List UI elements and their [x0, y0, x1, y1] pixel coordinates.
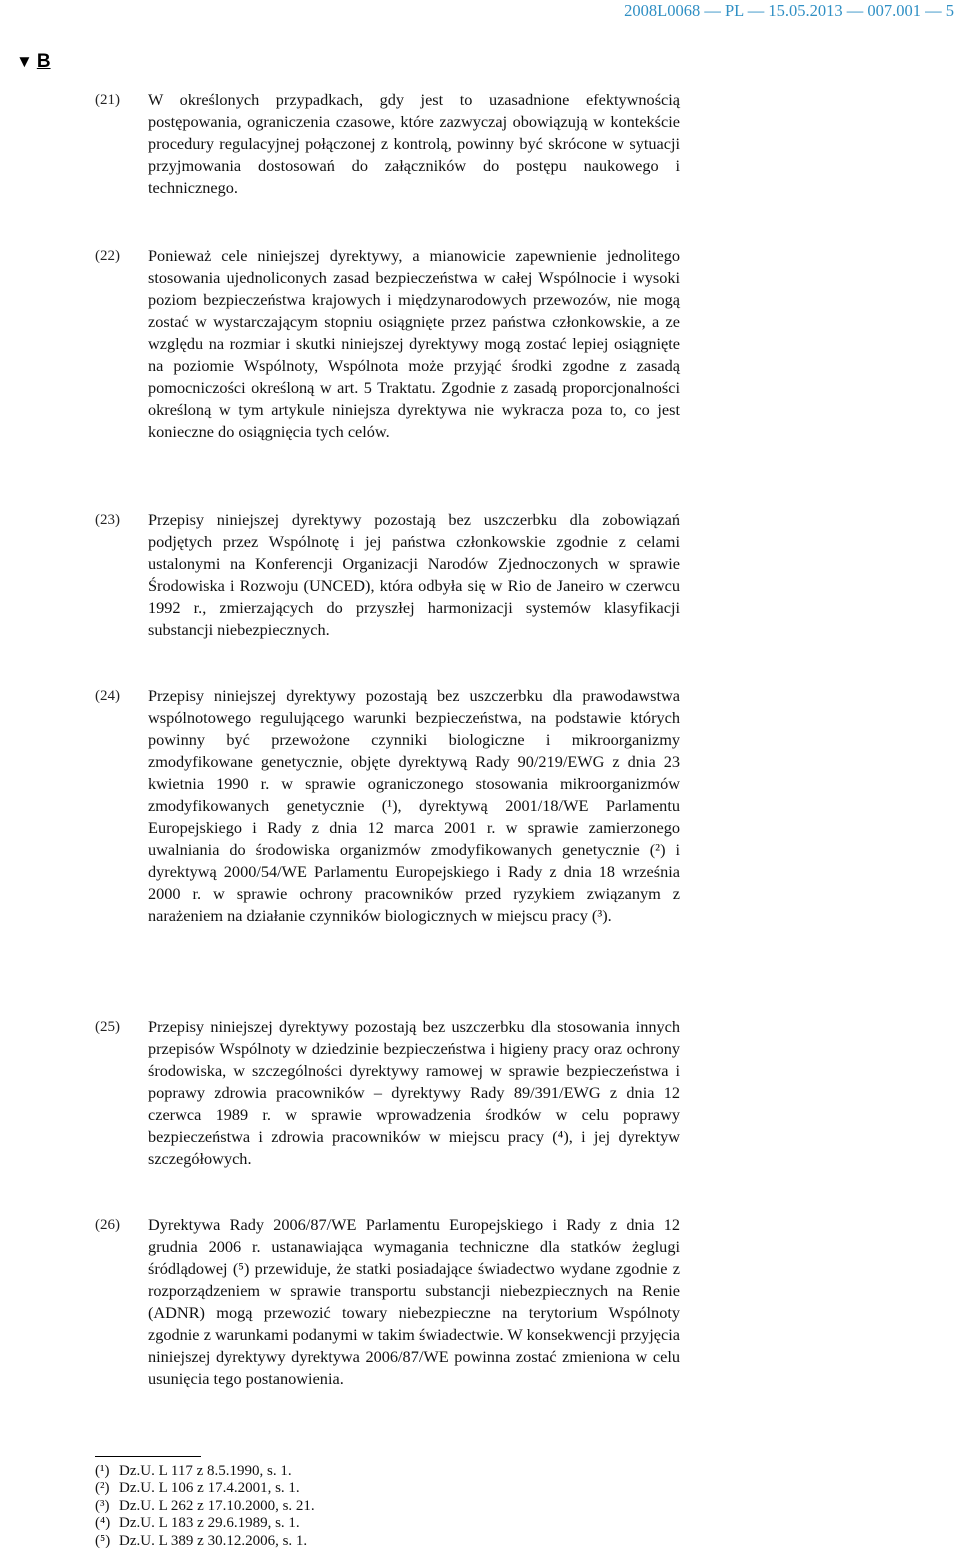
- recital-number: (24): [95, 688, 120, 704]
- recital-26: [95, 1214, 680, 1390]
- recital-23: [95, 509, 680, 641]
- footnote-item: [95, 1498, 495, 1515]
- footnote-number: (¹): [95, 1463, 110, 1479]
- footnote-item: [95, 1480, 495, 1497]
- recital-text: Ponieważ cele niniejszej dyrektywy, a mianowicie zapewnienie jednolitego stosowania ujednoliconych zasad bezpieczeństwa w całej Wspólnocie i wysoki poziom bezpieczeństwa krajowych i międzynarodowych przewozów, nie mogą zostać w wystarczającym stopniu osiągnięte przez państwa członkowskie, a ze względu na rozmiar i skutki niniejszej dyrektywy mogą zostać lepiej osiągnięte na poziomie Wspólnoty, Wspólnota może przyjąć środki zgodne z zasadą pomocniczości określoną w art. 5 Traktatu. Zgodnie z zasadą proporcjonalności określoną w tym artykule niniejsza dyrektywa nie wykracza poza to, co jest konieczne do osiągnięcia tych celów.: [148, 246, 680, 441]
- footnote-text: Dz.U. L 106 z 17.4.2001, s. 1.: [119, 1480, 300, 1497]
- recital-22: [95, 245, 680, 443]
- recital-25: [95, 1016, 680, 1170]
- footnote-item: [95, 1515, 495, 1532]
- recital-number: (25): [95, 1019, 120, 1035]
- recital-number: (23): [95, 512, 120, 528]
- recital-number: (26): [95, 1217, 120, 1233]
- recital-21: [95, 89, 680, 199]
- recital-text: Przepisy niniejszej dyrektywy pozostają bez uszczerbku dla stosowania innych przepisów Wspólnoty w dziedzinie bezpieczeństwa i higieny pracy oraz ochrony środowiska, w szczególności dyrektywy ramowej w sprawie bezpieczeństwa i poprawy zdrowia pracowników – dyrektywy Rady 89/391/EWG z dnia 12 czerwca 1989 r. w sprawie wprowadzenia środków w celu poprawy bezpieczeństwa i zdrowia pracowników w miejscu pracy (⁴), i jej dyrektyw szczegółowych.: [148, 1017, 680, 1168]
- document-header: 2008L0068 — PL — 15.05.2013 — 007.001 — 5: [624, 1, 954, 20]
- footnote-separator: [95, 1456, 201, 1457]
- recital-text: W określonych przypadkach, gdy jest to uzasadnione efektywnością postępowania, ograniczenia czasowe, które zazwyczaj obowiązują w kontekście procedury regulacyjnej połączonej z kontrolą, powinny być skrócone w sytuacji przyjmowania dostosowań do załączników do postępu naukowego i technicznego.: [148, 90, 680, 197]
- footnote-text: Dz.U. L 389 z 30.12.2006, s. 1.: [119, 1532, 308, 1549]
- amendment-marker-label[interactable]: B: [36, 51, 51, 72]
- recital-number: (22): [95, 248, 120, 264]
- footnote-number: (⁴): [95, 1515, 111, 1532]
- recital-text: Dyrektywa Rady 2006/87/WE Parlamentu Europejskiego i Rady z dnia 12 grudnia 2006 r. ustanawiająca wymagania techniczne dla statków żeglugi śródlądowej (⁵) przewiduje, że statki posiadające świadectwo wydane zgodnie z rozporządzeniem w sprawie transportu substancji niebezpiecznych na Renie (ADNR) mogą przewozić towary niebezpieczne na terytorium Wspólnoty zgodnie z warunkami podanymi w takim świadectwie. W konsekwencji przyjęcia niniejszej dyrektywy dyrektywa 2006/87/WE powinna zostać zmieniona w celu usunięcia tego postanowienia.: [148, 1215, 680, 1388]
- footnote-text: Dz.U. L 117 z 8.5.1990, s. 1.: [119, 1463, 292, 1479]
- triangle-down-icon: ▼: [16, 52, 33, 71]
- recital-24: [95, 685, 680, 927]
- recital-text: Przepisy niniejszej dyrektywy pozostają bez uszczerbku dla prawodawstwa wspólnotowego regulującego warunki bezpieczeństwa, na podstawie których powinny być przewożone czynniki biologiczne i mikroorganizmy zmodyfikowane genetycznie, objęte dyrektywą Rady 90/219/EWG z dnia 23 kwietnia 1990 r. w sprawie ograniczonego stosowania mikroorganizmów zmodyfikowanych genetycznie (¹), dyrektywą 2001/18/WE Parlamentu Europejskiego i Rady z dnia 12 marca 2001 r. w sprawie zamierzonego uwalniania do środowiska organizmów zmodyfikowanych genetycznie (²) i dyrektywą 2000/54/WE Parlamentu Europejskiego i Rady z dnia 18 września 2000 r. w sprawie ochrony pracowników przed ryzykiem związanym z narażeniem na działanie czynników biologicznych w miejscu pracy (³).: [148, 686, 680, 925]
- footnote-text: Dz.U. L 262 z 17.10.2000, s. 21.: [119, 1497, 315, 1514]
- footnote-number: (²): [95, 1480, 110, 1497]
- footnote-item: [95, 1533, 495, 1550]
- footnote-item: [95, 1463, 495, 1480]
- recital-number: (21): [95, 92, 120, 108]
- amendment-marker: [16, 50, 51, 74]
- footnote-number: (³): [95, 1497, 110, 1514]
- footnote-text: Dz.U. L 183 z 29.6.1989, s. 1.: [119, 1515, 300, 1532]
- recital-text: Przepisy niniejszej dyrektywy pozostają bez uszczerbku dla zobowiązań podjętych przez Wspólnotę i jej państwa członkowskie zgodnie z celami ustalonymi na Konferencji Organizacji Narodów Zjednoczonych w sprawie Środowiska i Rozwoju (UNCED), która odbyła się w Rio de Janeiro w czerwcu 1992 r., zmierzających do przyszłej harmonizacji systemów klasyfikacji substancji niebezpiecznych.: [148, 510, 680, 639]
- footnotes: [95, 1463, 495, 1550]
- footnote-number: (⁵): [95, 1532, 111, 1549]
